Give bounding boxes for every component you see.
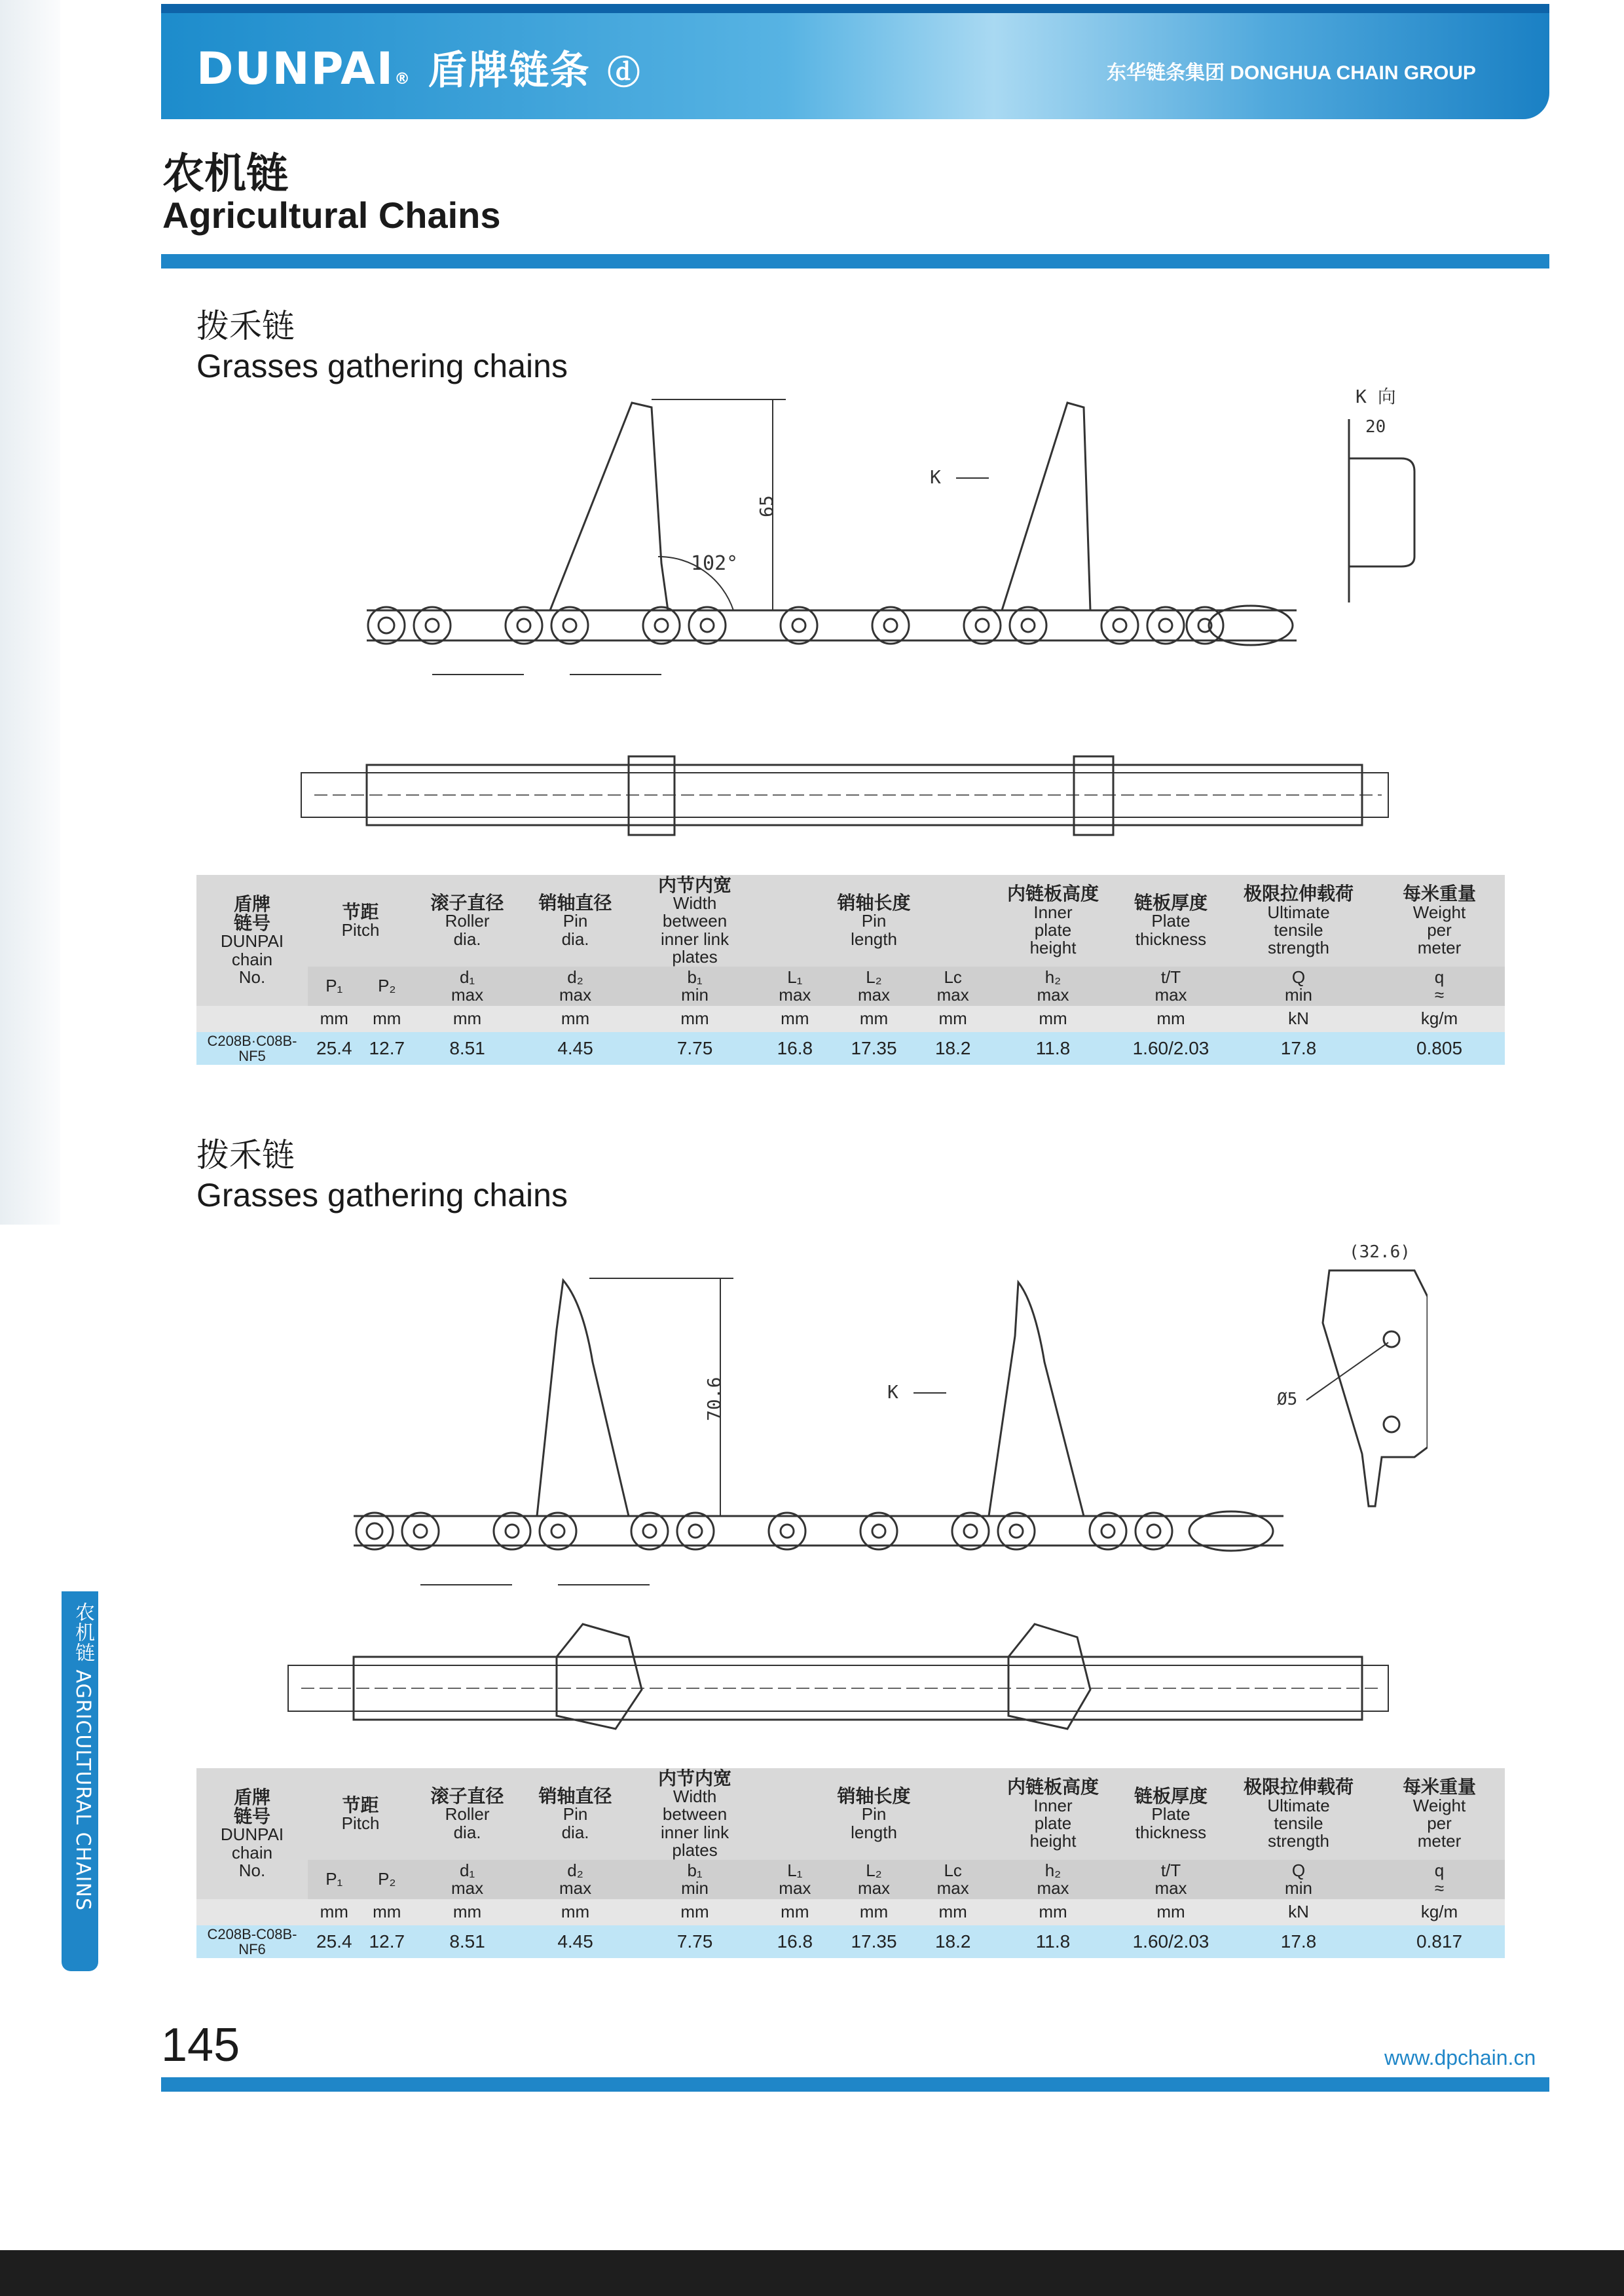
title-rule [161,254,1549,268]
cell-l1: 16.8 [777,1931,813,1952]
unit-cell: kN [1288,1009,1309,1029]
col-pin-length: 销轴长度 Pin length [837,892,911,949]
unit-cell: mm [561,1009,590,1029]
cell-l2: 17.35 [851,1038,897,1059]
sym-l1: L₁ max [779,967,811,1005]
unit-cell: mm [938,1902,967,1922]
cell-t: 1.60/2.03 [1132,1038,1209,1059]
unit-cell: mm [452,1902,482,1922]
unit-cell: kN [1288,1902,1309,1922]
brand-logo: DUNPAI® 盾牌链条 ⓓ [196,43,642,95]
section1-spec-table [196,875,1505,1065]
brand-mark-icon: ⓓ [607,54,642,92]
unit-cell: mm [320,1902,348,1922]
cell-p2: 12.7 [369,1038,405,1059]
section2-title-en: Grasses gathering chains [196,1177,568,1213]
cell-p1: 25.4 [316,1931,352,1952]
unit-cell: mm [680,1902,709,1922]
section2-spec-table [196,1768,1505,1958]
sym-d2: d₂ max [559,1860,592,1898]
side-tab [62,1591,98,1971]
cell-d2: 4.45 [557,1931,593,1952]
sym-w: q ≈ [1434,1860,1445,1898]
side-tab-label: 农机链 AGRICULTURAL CHAINS [71,1602,94,1912]
unit-cell: kg/m [1420,1902,1458,1922]
cell-l1: 16.8 [777,1038,813,1059]
header-top-stripe [161,4,1549,13]
sym-t: t/T max [1154,1860,1187,1898]
col-tensile: 极限拉伸载荷 Ultimate tensile strength [1243,883,1354,958]
sym-lc: Lc max [936,967,969,1005]
unit-cell: kg/m [1420,1009,1458,1029]
col-weight: 每米重量 Weight per meter [1402,883,1476,958]
col-roller: 滚子直径 Roller dia. [430,1785,504,1842]
section1-width-dim: 20 [1365,417,1386,437]
unit-cell: mm [1156,1902,1185,1922]
col-pitch: 节距 Pitch [341,1794,380,1834]
sym-lc: Lc max [936,1860,969,1898]
cell-t: 1.60/2.03 [1132,1931,1209,1952]
sym-q: Q min [1285,1860,1312,1898]
unit-cell: mm [452,1009,482,1029]
scan-bottom-band [0,2250,1624,2296]
unit-cell: mm [781,1902,809,1922]
sym-p2: P₂ [378,976,396,996]
cell-p1: 25.4 [316,1038,352,1059]
sym-h2: h₂ max [1037,1860,1069,1898]
sym-h2: h₂ max [1037,967,1069,1005]
col-roller: 滚子直径 Roller dia. [430,892,504,949]
chain-no: C208B·C08B-NF5 [207,1032,297,1064]
col-chain-no: 盾牌 链号 DUNPAI chain No. [220,893,284,988]
cell-w: 0.817 [1416,1931,1463,1952]
sym-p2: P₂ [378,1869,396,1889]
chain-no: C208B-C08B-NF6 [207,1925,297,1957]
brand-name-cn: 盾牌链条 [428,48,591,94]
sym-l2: L₂ max [857,1860,891,1898]
unit-cell: mm [859,1902,889,1922]
col-pitch: 节距 Pitch [341,900,380,940]
col-weight: 每米重量 Weight per meter [1402,1776,1476,1851]
sym-d2: d₂ max [559,967,592,1005]
sym-b1: b₁ min [681,1860,709,1898]
section2-hole-dim: Ø5 [1277,1390,1298,1409]
unit-cell: mm [320,1009,348,1029]
page-number: 145 [161,2019,240,2071]
cell-b1: 7.75 [676,1038,713,1059]
sym-d1: d₁ max [451,967,484,1005]
sym-d1: d₁ max [451,1860,484,1898]
unit-cell: mm [1156,1009,1185,1029]
unit-cell: mm [373,1009,401,1029]
section1-title-en: Grasses gathering chains [196,348,568,384]
footer-rule [161,2077,1549,2092]
sym-b1: b₁ min [681,967,709,1005]
section2-arrow-label: K [887,1381,898,1403]
cell-w: 0.805 [1416,1038,1463,1059]
unit-cell: mm [561,1902,590,1922]
cell-h2: 11.8 [1035,1931,1071,1952]
col-plate-thickness: 链板厚度 Plate thickness [1134,892,1208,949]
col-pin: 销轴直径 Pin dia. [538,1785,612,1842]
col-pin: 销轴直径 Pin dia. [538,892,612,949]
group-name: 东华链条集团 DONGHUA CHAIN GROUP [1107,62,1476,84]
unit-cell: mm [938,1009,967,1029]
page-title-cn: 农机链 [162,150,288,198]
col-pin-length: 销轴长度 Pin length [837,1785,911,1842]
col-plate-height: 内链板高度 Inner plate height [1006,883,1099,958]
cell-p2: 12.7 [369,1931,405,1952]
table-row [196,1925,1505,1958]
section1-drawing [275,367,1428,864]
unit-cell: mm [1039,1009,1067,1029]
col-chain-no: 盾牌 链号 DUNPAI chain No. [220,1786,284,1881]
sym-w: q ≈ [1434,967,1445,1005]
cell-q: 17.8 [1280,1038,1317,1059]
col-plate-thickness: 链板厚度 Plate thickness [1134,1785,1208,1842]
cell-d1: 8.51 [449,1931,485,1952]
cell-l2: 17.35 [851,1931,897,1952]
cell-b1: 7.75 [676,1931,713,1952]
sym-p1: P₁ [325,976,343,996]
cell-lc: 18.2 [934,1931,971,1952]
sym-l1: L₁ max [779,1860,811,1898]
section1-title-cn: 拨禾链 [196,307,295,345]
brand-name: DUNPAI [196,43,395,95]
unit-cell: mm [373,1902,401,1922]
section2-title-cn: 拨禾链 [196,1136,295,1174]
col-plate-height: 内链板高度 Inner plate height [1006,1776,1099,1851]
cell-lc: 18.2 [934,1038,971,1059]
section1-height-dim: 65 [756,495,777,517]
col-width: 内节内宽 Width between inner link plates [658,1767,732,1860]
page-title-en: Agricultural Chains [162,194,501,236]
sym-q: Q min [1285,967,1312,1005]
unit-cell: mm [1039,1902,1067,1922]
col-width: 内节内宽 Width between inner link plates [658,874,732,967]
section2-drawing [275,1231,1428,1735]
cell-h2: 11.8 [1035,1038,1071,1059]
footer-url[interactable]: www.dpchain.cn [1384,2046,1536,2069]
table-row [196,1032,1505,1065]
sym-t: t/T max [1154,967,1187,1005]
sym-l2: L₂ max [857,967,891,1005]
section2-height-dim: 70.6 [703,1377,725,1421]
cell-d1: 8.51 [449,1038,485,1059]
section1-arrow-label: K [930,466,941,488]
sym-p1: P₁ [325,1869,343,1889]
section1-angle-dim: 102° [691,552,739,575]
section1-view-label: K 向 [1356,386,1396,407]
unit-cell: mm [680,1009,709,1029]
unit-cell: mm [781,1009,809,1029]
cell-q: 17.8 [1280,1931,1317,1952]
unit-cell: mm [859,1009,889,1029]
scan-shadow [0,0,60,1225]
col-tensile: 极限拉伸载荷 Ultimate tensile strength [1243,1776,1354,1851]
section2-width-dim: (32.6) [1349,1242,1411,1262]
cell-d2: 4.45 [557,1038,593,1059]
